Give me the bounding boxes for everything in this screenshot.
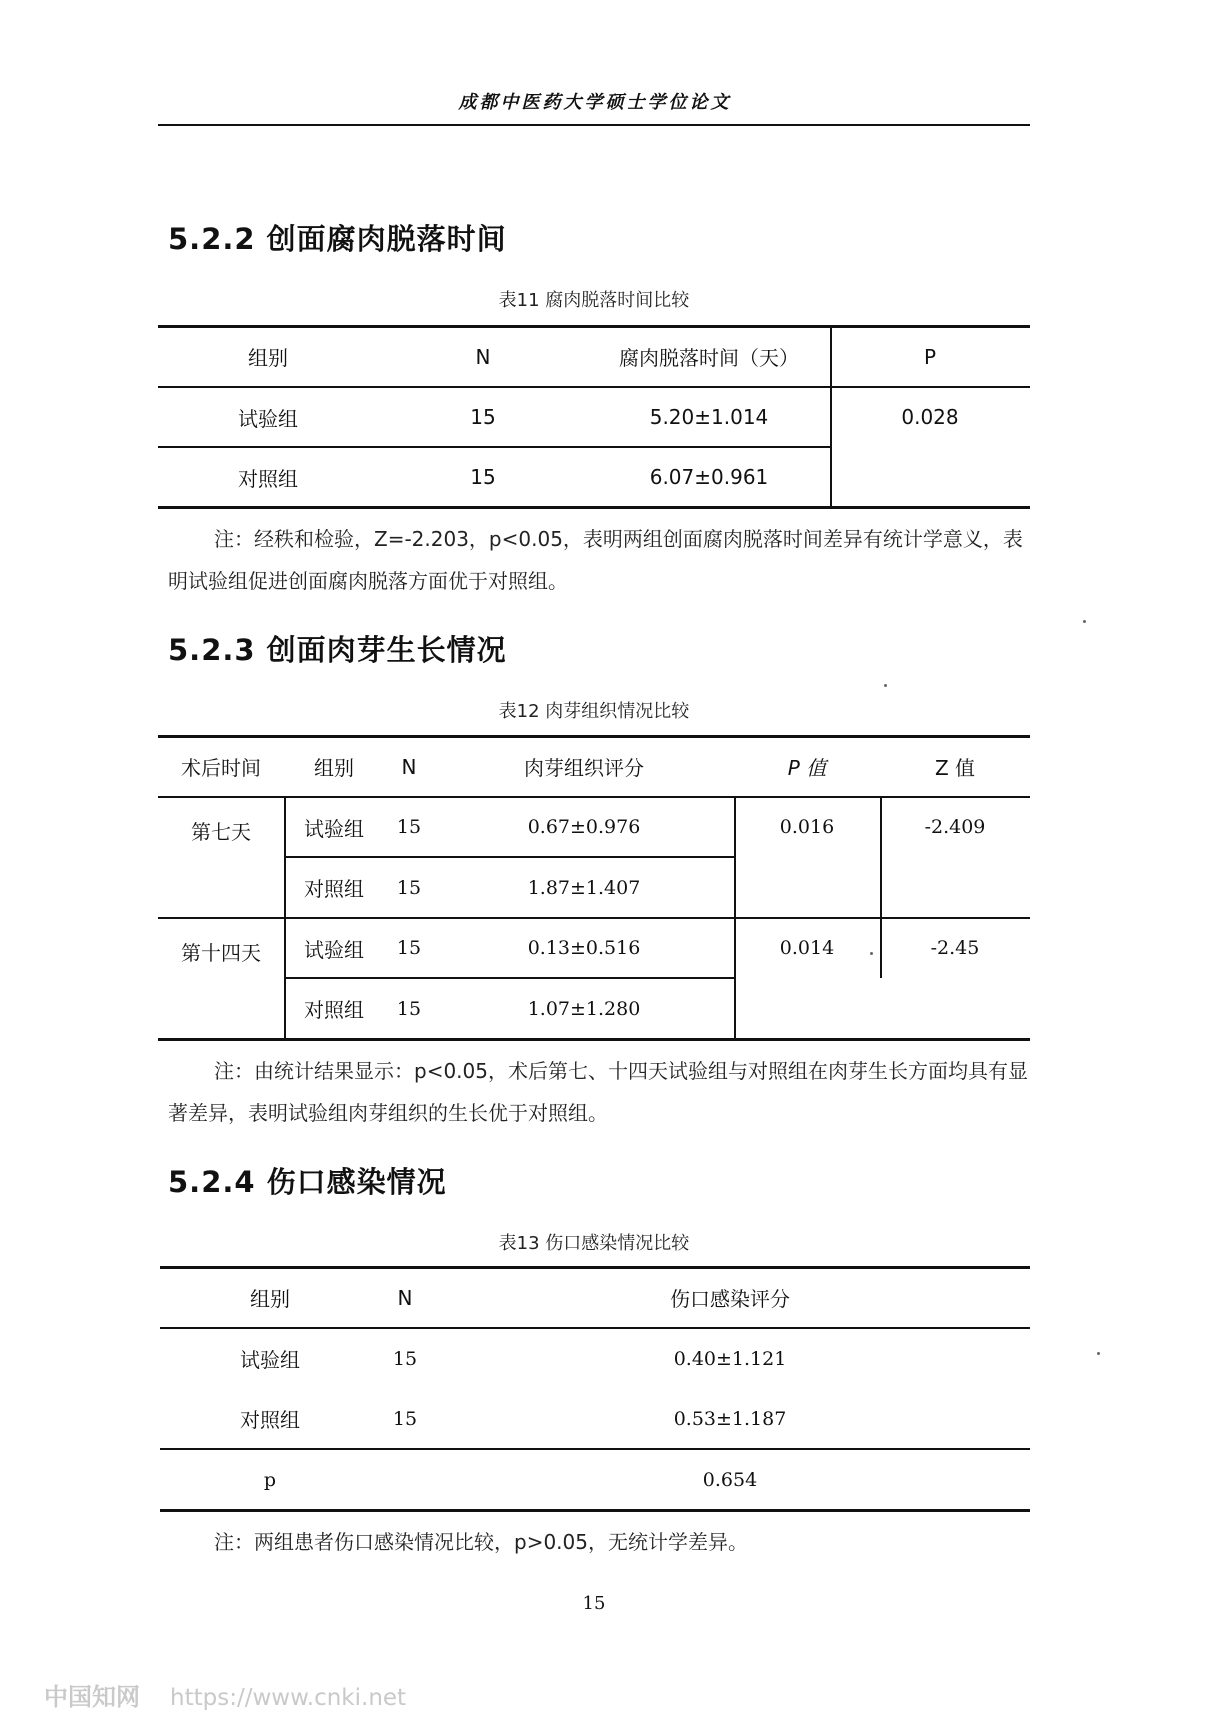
table-cell-time: 第十四天 — [181, 941, 261, 965]
watermark — [44, 1677, 406, 1712]
table-12-note: 注：由统计结果显示：p<0.05，术后第七、十四天试验组与对照组在肉芽生长方面均具有显著差异，表明试验组肉芽组织的生长优于对照组。 — [168, 1059, 1028, 1125]
section-heading-5-2-4: 5.2.4 伤口感染情况 — [168, 1165, 447, 1199]
table-rule — [158, 1038, 1030, 1041]
table-header-cell: 组别 — [250, 1287, 290, 1311]
table-cell: 15 — [392, 1407, 418, 1430]
table-cell: 0.40±1.121 — [673, 1347, 787, 1370]
table-cell: 1.07±1.280 — [527, 997, 641, 1020]
table-cell: 15 — [470, 465, 496, 489]
table-cell: 试验组 — [304, 816, 364, 841]
header-rule — [158, 124, 1030, 126]
table-cell-z-value: -2.45 — [930, 937, 980, 959]
table-header-cell: Z 值 — [934, 756, 976, 780]
table-cell: 15 — [470, 405, 496, 429]
page-number: 15 — [582, 1593, 606, 1614]
table-cell: 15 — [396, 937, 422, 959]
running-header: 成都中医药大学硕士学位论文 — [458, 92, 732, 113]
watermark-url: https://www.cnki.net — [170, 1685, 407, 1711]
table-header-cell: 伤口感染评分 — [670, 1287, 790, 1311]
table-header-cell: 腐肉脱落时间（天） — [619, 346, 799, 370]
table-header-cell: 术后时间 — [181, 756, 261, 780]
table-cell: 15 — [396, 997, 422, 1020]
watermark-brand: 中国知网 — [44, 1683, 140, 1711]
table-cell-z-value: -2.409 — [924, 816, 986, 838]
table-13-caption: 表13 伤口感染情况比较 — [498, 1233, 690, 1254]
table-header-cell: N — [401, 754, 417, 779]
table-cell-p-value: 0.016 — [779, 816, 835, 838]
table-cell-p-value: 0.654 — [702, 1468, 758, 1491]
table-header-cell: P — [923, 344, 937, 369]
table-cell-time: 第七天 — [191, 820, 251, 844]
section-heading-5-2-3: 5.2.3 创面肉芽生长情况 — [168, 633, 507, 667]
scan-speck — [884, 684, 887, 687]
scan-speck — [870, 952, 873, 955]
table-cell: 15 — [392, 1347, 418, 1370]
table-cell-p-value: 0.014 — [779, 937, 835, 959]
table-header-cell: N — [475, 344, 491, 369]
table-cell: 对照组 — [304, 877, 364, 901]
table-cell: 6.07±0.961 — [649, 465, 769, 489]
table-13-note: 注：两组患者伤口感染情况比较，p>0.05，无统计学差异。 — [214, 1530, 748, 1554]
table-cell: 试验组 — [304, 937, 364, 962]
section-heading-5-2-2: 5.2.2 创面腐肉脱落时间 — [168, 222, 507, 256]
table-header-cell: 组别 — [314, 756, 354, 780]
table-header-cell: P 值 — [787, 756, 827, 780]
table-12-caption: 表12 肉芽组织情况比较 — [498, 701, 690, 722]
table-cell: 15 — [396, 816, 422, 838]
table-header-cell: 组别 — [248, 346, 288, 370]
table-rule — [158, 506, 1030, 509]
table-cell: 0.67±0.976 — [527, 816, 641, 838]
table-11-caption: 表11 腐肉脱落时间比较 — [498, 290, 690, 311]
table-header-cell: N — [397, 1285, 413, 1310]
table-cell-p-value: 0.028 — [901, 405, 959, 429]
table-cell: 对照组 — [304, 998, 364, 1022]
table-cell: 对照组 — [240, 1408, 300, 1432]
table-cell: 试验组 — [238, 406, 298, 431]
table-cell: 对照组 — [238, 466, 298, 491]
table-cell: 5.20±1.014 — [649, 405, 769, 429]
table-cell: 0.53±1.187 — [673, 1407, 787, 1430]
table-11-note: 注：经秩和检验，Z=-2.203，p<0.05，表明两组创面腐肉脱落时间差异有统计学意义，表明试验组促进创面腐肉脱落方面优于对照组。 — [168, 527, 1023, 593]
table-cell: 15 — [396, 876, 422, 899]
scan-speck — [1097, 1352, 1100, 1355]
table-cell-p-label: p — [263, 1468, 277, 1491]
table-cell: 试验组 — [240, 1348, 300, 1372]
table-header-cell: 肉芽组织评分 — [524, 756, 644, 780]
scan-speck — [1083, 620, 1086, 623]
table-rule — [160, 1509, 1030, 1512]
table-cell: 1.87±1.407 — [527, 876, 641, 899]
table-cell: 0.13±0.516 — [527, 937, 641, 959]
